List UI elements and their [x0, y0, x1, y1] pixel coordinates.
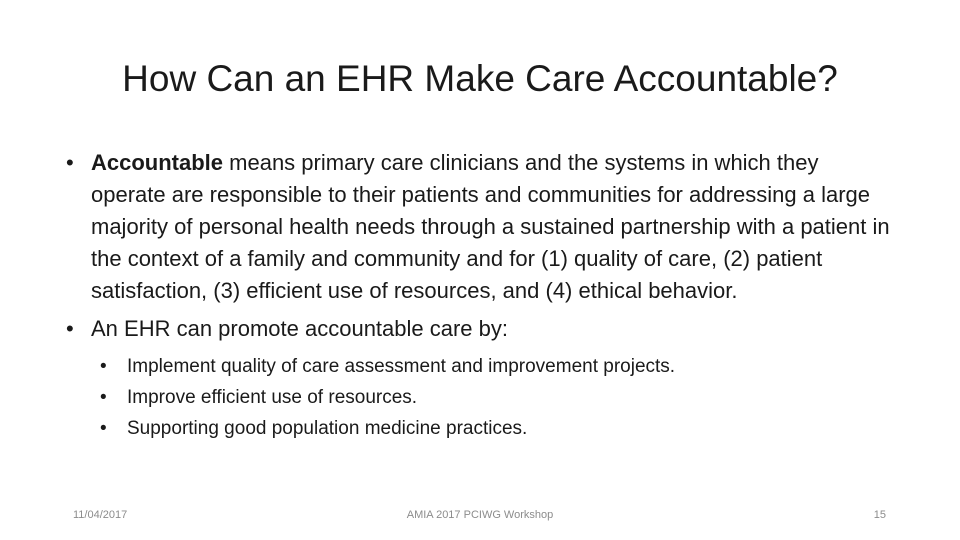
slide-body: [66, 147, 896, 444]
subbullet-list: [66, 351, 896, 444]
bullet-dot: •: [66, 150, 74, 175]
footer-page-number: 15: [873, 509, 886, 521]
slide-title: How Can an EHR Make Care Accountable?: [122, 58, 838, 99]
bullet-text: An EHR can promote accountable care by:: [91, 316, 509, 341]
subbullet-text: Supporting good population medicine practices.: [127, 418, 528, 439]
bullet-ehr-promote: [66, 313, 896, 345]
bullet-text: means primary care clinicians and the systems in which they operate are responsible to their patients and communities for addressing a large majority of personal health needs through a sustained partnership with a patient in the context of a family and community and for (1) quality of care, (2) patient satisfaction, (3) efficient use of resources, and (4) ethical behavior.: [91, 150, 890, 303]
subbullet-item: [100, 382, 896, 413]
footer-event: AMIA 2017 PCIWG Workshop: [406, 509, 554, 521]
bullet-dot: •: [66, 316, 74, 341]
subbullet-text: Improve efficient use of resources.: [127, 387, 418, 408]
bullet-bold-term: Accountable: [91, 150, 224, 175]
subbullet-dot: •: [100, 387, 107, 408]
subbullet-dot: •: [100, 418, 107, 439]
footer-date: 11/04/2017: [73, 509, 128, 521]
subbullet-item: [100, 413, 896, 444]
subbullet-item: [100, 351, 896, 382]
bullet-accountable-definition: [66, 147, 896, 307]
subbullet-dot: •: [100, 356, 107, 377]
subbullet-text: Implement quality of care assessment and improvement projects.: [127, 356, 676, 377]
